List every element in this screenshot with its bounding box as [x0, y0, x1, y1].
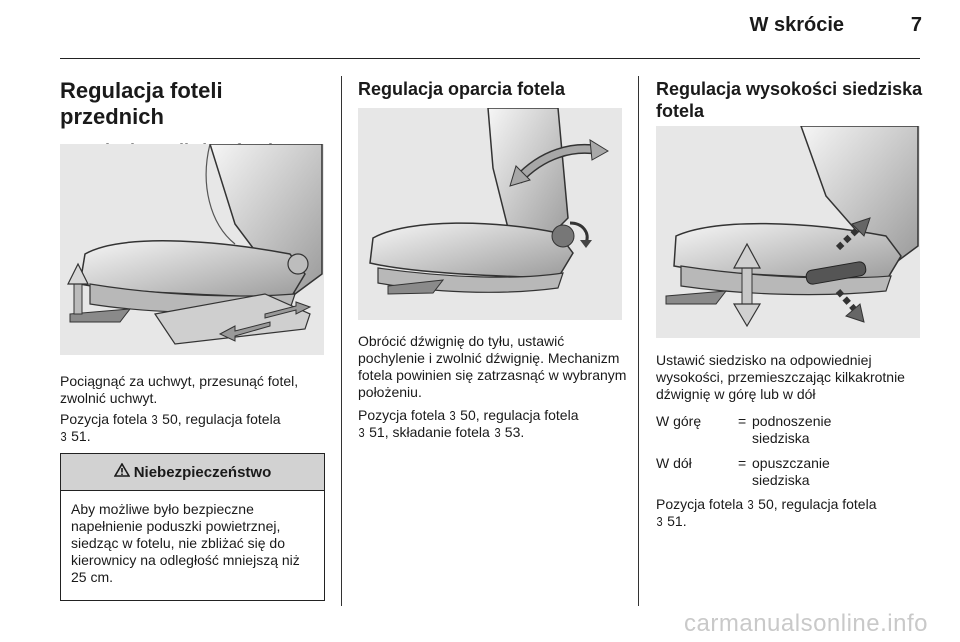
warning-text: Aby możliwe było bezpieczne napełnienie poduszki powietrznej, siedząc w fotelu, nie zbliżać się do kierownicy na odległość mniejszą niż 25 cm. — [71, 501, 300, 585]
reference-text: 51. — [67, 428, 91, 444]
page-number: 7 — [910, 14, 922, 36]
instruction-paragraph: Obrócić dźwignię do tyłu, ustawić pochylenie i zwolnić dźwignię. Mechanizm fotela powinien się zatrzasnąć w wybranym położeniu. — [358, 333, 627, 400]
figure-seat-longitudinal — [60, 144, 324, 355]
column-3-text — [656, 352, 926, 403]
column-divider-2 — [638, 76, 639, 606]
curved-arrow-icon — [552, 223, 592, 248]
column-divider-1 — [341, 76, 342, 606]
definition-row — [656, 455, 862, 489]
reference-text: 51. — [663, 513, 687, 529]
column-1-text — [60, 373, 328, 445]
definitions-table — [656, 413, 862, 497]
header-title: W skrócie — [749, 14, 844, 36]
section-title: Regulacja foteli przednich — [60, 78, 223, 129]
reference-arrow-icon[interactable]: 3 — [747, 497, 754, 512]
reference-text: 50, regulacja fotela — [158, 411, 281, 427]
reference-text: Pozycja fotela — [60, 411, 152, 427]
reference-arrow-icon[interactable]: 3 — [358, 425, 365, 440]
definition-equals: = — [738, 413, 747, 429]
reference-text: Pozycja fotela — [358, 407, 450, 423]
instruction-paragraph: Ustawić siedzisko na odpowiedniej wysokości, przemieszczając kilkakrotnie dźwignię w górę lub w dół — [656, 352, 905, 402]
figure-seat-height — [656, 126, 920, 338]
seat-icon — [60, 144, 324, 355]
section-title: Regulacja oparcia fotela — [358, 79, 566, 99]
reference-text: 51, składanie fotela — [365, 424, 494, 440]
reference-paragraph — [60, 411, 328, 445]
reference-text: 53. — [500, 424, 525, 440]
warning-triangle-icon — [114, 463, 130, 481]
seat-icon — [358, 108, 622, 320]
reference-arrow-icon[interactable]: 3 — [60, 429, 67, 444]
definition-description: podnoszenie siedziska — [752, 413, 832, 446]
column-3-reference — [656, 496, 926, 530]
warning-box — [60, 453, 325, 601]
definition-row — [656, 413, 862, 447]
header-rule — [60, 58, 920, 59]
figure-backrest — [358, 108, 622, 320]
section-title: Regulacja wysokości siedziska fotela — [656, 79, 923, 121]
instruction-paragraph: Pociągnąć za uchwyt, przesunąć fotel, zwolnić uchwyt. — [60, 373, 299, 406]
definition-term: W dół — [656, 455, 692, 471]
reference-text: 50, regulacja fotela — [456, 407, 579, 423]
seat-icon — [656, 126, 920, 338]
reference-text: Pozycja fotela — [656, 496, 748, 512]
column-3 — [656, 78, 926, 122]
reference-paragraph — [656, 496, 926, 530]
reference-arrow-icon[interactable]: 3 — [656, 514, 663, 529]
definition-equals: = — [738, 455, 747, 471]
reference-arrow-icon[interactable]: 3 — [494, 425, 501, 440]
warning-title: Niebezpieczeństwo — [133, 463, 272, 481]
definition-description: opuszczanie siedziska — [752, 455, 830, 488]
reference-paragraph — [358, 407, 628, 441]
definition-term: W górę — [656, 413, 702, 429]
reference-arrow-icon[interactable]: 3 — [151, 412, 158, 427]
reference-arrow-icon[interactable]: 3 — [449, 408, 456, 423]
reference-text: 50, regulacja fotela — [754, 496, 877, 512]
column-2 — [358, 78, 628, 100]
column-2-text — [358, 333, 628, 441]
watermark: carmanualsonline.info — [684, 610, 928, 637]
warning-header — [61, 454, 324, 491]
